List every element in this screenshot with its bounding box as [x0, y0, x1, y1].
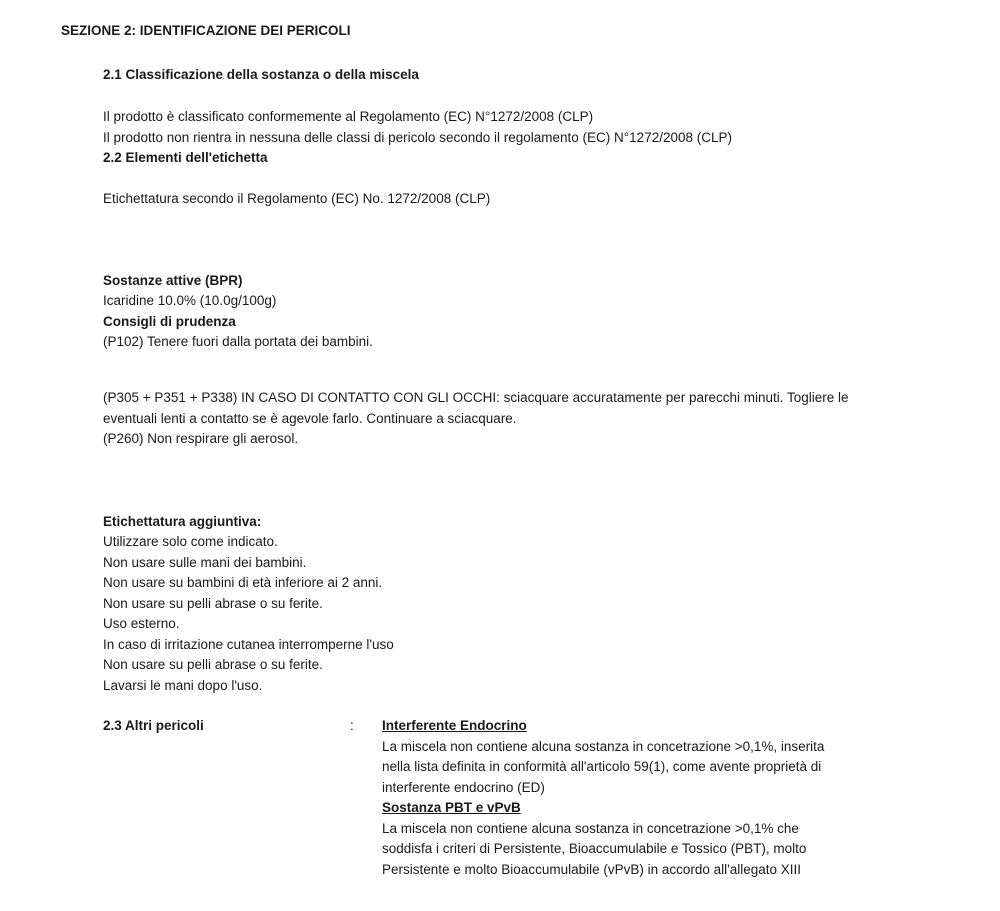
list-item: Non usare su pelli abrase o su ferite. — [103, 657, 323, 672]
pbt-line: soddisfa i criteri di Persistente, Bioaccumulabile e Tossico (PBT), molto — [382, 841, 807, 856]
classification-line: Il prodotto non rientra in nessuna delle classi di pericolo secondo il regolamento (EC) N°1272/2008 (CLP) — [103, 129, 732, 145]
list-item: Non usare sulle mani dei bambini. — [103, 554, 307, 570]
labelling-regulation: Etichettatura secondo il Regolamento (EC) No. 1272/2008 (CLP) — [103, 191, 491, 206]
list-item: Non usare su pelli abrase o su ferite. — [103, 595, 323, 611]
list-item: Utilizzare solo come indicato. — [103, 534, 278, 549]
endocrine-line: interferente endocrino (ED) — [382, 779, 545, 795]
label-elements-heading: 2.2 Elementi dell'etichetta — [103, 150, 268, 165]
precaution-heading: Consigli di prudenza — [103, 314, 236, 329]
precaution-line: (P305 + P351 + P338) IN CASO DI CONTATTO CON GLI OCCHI: sciacquare accuratamente per parecchi minuti. Togliere le — [103, 390, 849, 405]
list-item: Uso esterno. — [103, 616, 180, 631]
list-item: Lavarsi le mani dopo l'uso. — [103, 677, 263, 693]
additional-labelling-heading: Etichettatura aggiuntiva: — [103, 514, 262, 529]
precaution-p305 — [103, 388, 849, 429]
other-hazards-details — [382, 716, 824, 880]
pbt-line: La miscela non contiene alcuna sostanza in concetrazione >0,1% che — [382, 820, 799, 836]
precaution-p260: (P260) Non respirare gli aerosol. — [103, 431, 299, 446]
additional-labelling-list — [103, 532, 394, 696]
classification-line: Il prodotto è classificato conformemente al Regolamento (EC) N°1272/2008 (CLP) — [103, 109, 594, 124]
pbt-line: Persistente e molto Bioaccumulabile (vPvB) in accordo all'allegato XIII — [382, 861, 802, 877]
list-item: Non usare su bambini di età inferiore ai 2 anni. — [103, 575, 383, 590]
classification-text — [103, 107, 732, 148]
endocrine-line: nella lista definita in conformità all'articolo 59(1), come avente proprietà di — [382, 759, 822, 774]
endocrine-heading: Interferente Endocrino — [382, 718, 527, 733]
active-substances-heading: Sostanze attive (BPR) — [103, 273, 243, 288]
list-item: In caso di irritazione cutanea interromperne l'uso — [103, 636, 394, 652]
other-hazards-label: 2.3 Altri pericoli — [103, 718, 204, 733]
pbt-heading: Sostanza PBT e vPvB — [382, 800, 521, 815]
precaution-p102: (P102) Tenere fuori dalla portata dei bambini. — [103, 334, 373, 349]
section-title: SEZIONE 2: IDENTIFICAZIONE DEI PERICOLI — [61, 23, 351, 38]
classification-heading: 2.1 Classificazione della sostanza o della miscela — [103, 67, 419, 82]
endocrine-line: La miscela non contiene alcuna sostanza in concetrazione >0,1%, inserita — [382, 738, 825, 754]
active-substance: Icaridine 10.0% (10.0g/100g) — [103, 293, 277, 308]
other-hazards-colon: : — [350, 718, 354, 733]
precaution-line: eventuali lenti a contatto se è agevole farlo. Continuare a sciacquare. — [103, 410, 517, 426]
